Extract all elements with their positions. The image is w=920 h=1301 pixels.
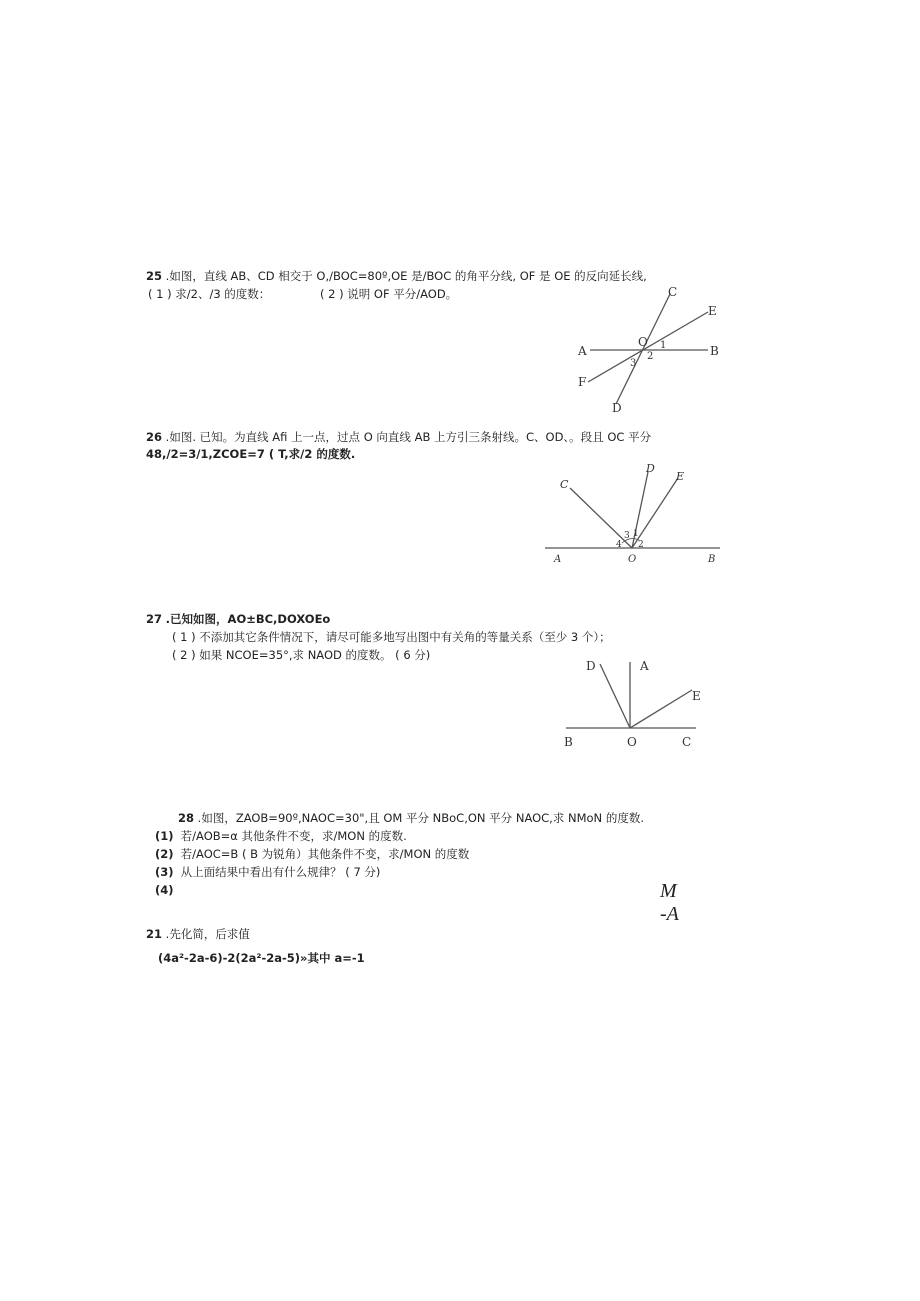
q26-label-D: D [646,462,655,475]
q27-line1 [146,611,330,627]
q26-line2: 48,/2=3/1,ZCOE=7 ( T,求/2 的度数. [146,447,356,461]
q26-angle-1: 1 [633,529,639,539]
q27-label-B: B [564,735,573,749]
q27-number: 27 [146,612,163,626]
q21-number: 21 [146,927,163,941]
q28-item [155,882,177,898]
q28-item [155,846,469,862]
q26-angle-2: 2 [638,540,644,550]
q26-line1 [146,429,651,445]
q27-label-E: E [692,689,701,703]
q28-item [155,864,380,880]
q28-line1 [178,810,644,826]
q28-item-text: 若/AOC=B ( B 为锐角）其他条件不变，求/MON 的度数 [180,847,470,861]
q26-number: 26 [146,430,163,444]
q26-label-B: B [708,554,716,565]
q25-sub2: ( 2 ) 说明 OF 平分/AOD。 [320,287,458,301]
q28-item-number: (2) [155,847,174,861]
q27-label-C: C [682,735,692,749]
q25-label-O: O [638,335,648,349]
q25-sub1: ( 1 ) 求/2、/3 的度数： [148,287,271,301]
q26-stem: .如图. 已知。为直线 Afi 上一点，过点 O 向直线 AB 上方引三条射线。C、OD、。段且 OC 平分 [165,430,652,444]
q27-label-O: O [627,735,637,749]
q28-item [155,828,407,844]
q25-figure [568,282,728,417]
q26-angle-3: 3 [624,531,630,541]
q25-label-F: F [578,375,587,389]
q28-figure-label-m: M [660,880,677,902]
q25-label-A: A [578,344,587,358]
q25-label-C: C [668,285,678,299]
q21-expression: (4a²-2a-6)-2(2a²-2a-5)»其中 a=-1 [158,951,365,965]
q25-stem: .如图，直线 AB、CD 相交于 O,∕BOC=80º,OE 是/BOC 的角平分线, OF 是 OE 的反向延长线, [165,269,647,283]
q25-label-B: B [710,344,719,358]
q25-angle-1: 1 [660,340,667,351]
q26-angle-4: 4 [616,540,622,550]
q26-label-A: A [554,554,562,565]
q28-item-text: 从上面结果中看出有什么规律？ ( 7 分) [180,865,381,879]
q28-item-number: (4) [155,883,174,897]
q26-label-C: C [560,478,569,491]
q25-angle-2: 2 [647,351,654,362]
q26-label-E: E [676,470,685,483]
q28-stem: .如图，ZAOB=90º,NAOC=30",且 OM 平分 NBoC,ON 平分 NAOC,求 NMoN 的度数. [197,811,644,825]
q25-label-D: D [612,401,622,415]
q28-number: 28 [178,811,195,825]
q28-item-text: 若/AOB=α 其他条件不变，求/MON 的度数. [180,829,407,843]
q27-figure [560,652,705,752]
q28-item-number: (3) [155,865,174,879]
q25-label-E: E [708,304,717,318]
q26-label-O: O [628,554,637,565]
q21-line1 [146,926,250,942]
q21-stem: .先化简，后求值 [165,927,250,941]
q25-angle-3: 3 [630,358,637,369]
q27-label-A: A [640,659,649,673]
q28-item-number: (1) [155,829,174,843]
q28-figure-label-a: -A [660,903,679,925]
q25-number: 25 [146,269,163,283]
q27-line3: ( 2 ) 如果 NCOE=35°,求 NAOD 的度数。 ( 6 分) [172,648,431,662]
q27-label-D: D [586,659,596,673]
q27-line2: ( 1 ) 不添加其它条件情况下，请尽可能多地写出图中有关角的等量关系（至少 3 个）； [172,630,611,644]
q27-stem: .已知如图，AO±BC,DOXOEo [165,612,331,626]
q26-figure [540,460,725,568]
